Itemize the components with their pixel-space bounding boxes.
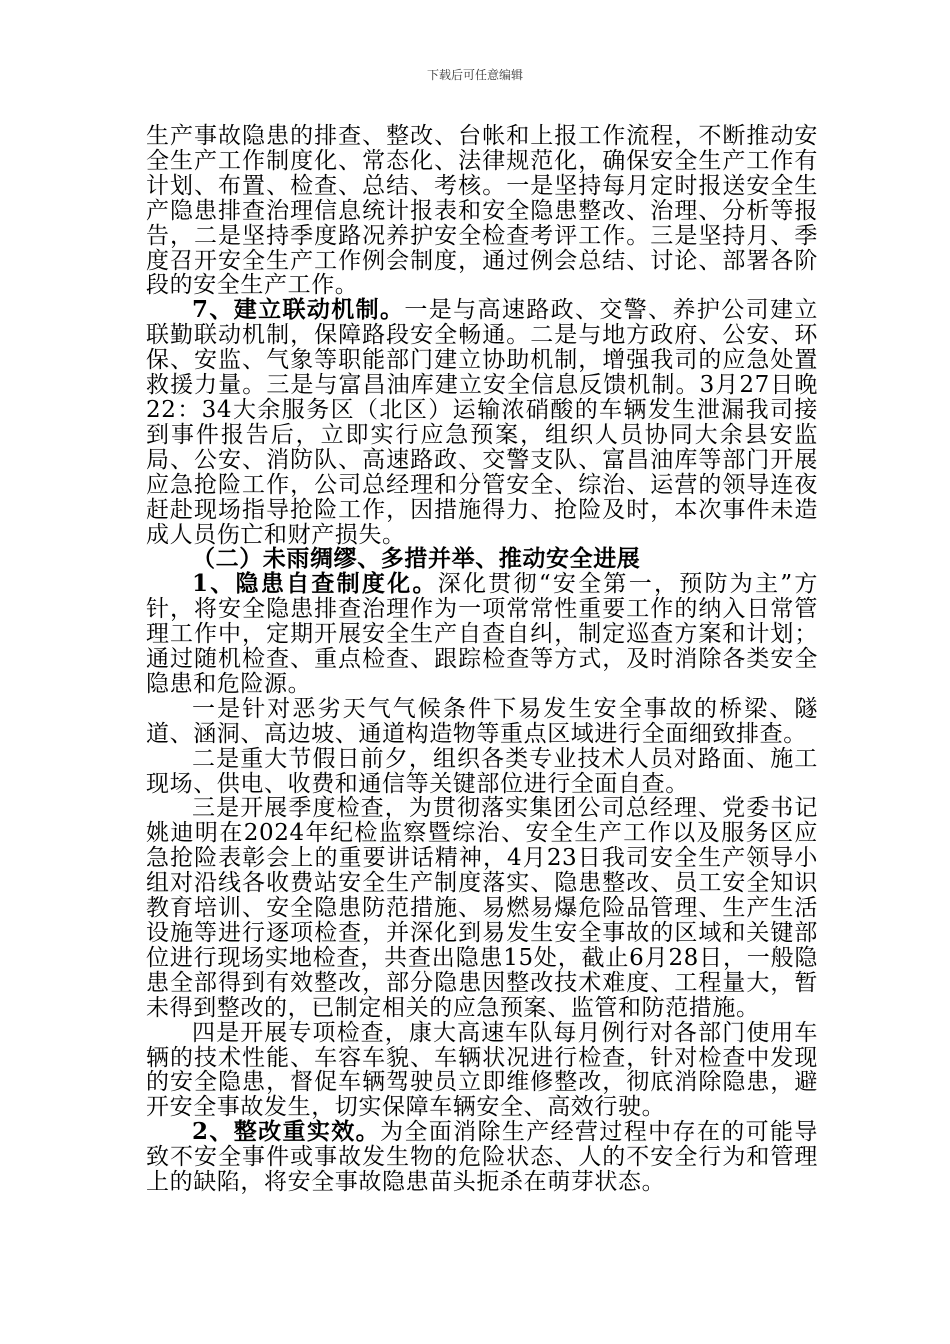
paragraph-self-inspection-text: 深化贯彻“安全第一，预防为主”方针，将安全隐患排查治理作为一项常常性重要工作的纳入日常管理工作中，定期开展安全生产自查自纠，制定巡查方案和计划；通过随机检查、重点检查、跟踪检查等方式，及时消除各类安全隐患和危险源。 (146, 571, 818, 697)
paragraph-rectification-title: 2、整改重实效。 (192, 1118, 381, 1146)
paragraph-quarterly-inspection: 三是开展季度检查，为贯彻落实集团公司总经理、党委书记姚迪明在2024年纪检监察暨综治、安全生产工作以及服务区应急抢险表彰会上的重要讲话精神，4月23日我司安全生产领导小组对沿线各收费站安全生产制度落实、隐患整改、员工安全知识教育培训、安全隐患防范措施、易燃易爆危险品管理、生产生活设施等进行逐项检查，并深化到易发生安全事故的区域和关键部位进行现场实地检查，共查出隐患15处，截止6月28日，一般隐患全部得到有效整改，部分隐患因整改技术难度、工程量大，暂未得到整改的，已制定相关的应急预案、监管和防范措施。 (146, 795, 818, 1021)
paragraph-weather-inspection: 一是针对恶劣天气气候条件下易发生安全事故的桥梁、隧道、涵洞、高边坡、通道构造物等重点区域进行全面细致排查。 (146, 695, 818, 747)
document-body (146, 124, 818, 1195)
paragraph-self-inspection-title: 1、隐患自查制度化。 (192, 570, 438, 598)
paragraph-special-inspection: 四是开展专项检查，康大高速车队每月例行对各部门使用车辆的技术性能、车容车貌、车辆状况进行检查，针对检查中发现的安全隐患，督促车辆驾驶员立即维修整改，彻底消除隐患，避开安全事故发生，切实保障车辆安全、高效行驶。 (146, 1019, 818, 1121)
paragraph-holiday-inspection: 二是重大节假日前夕，组织各类专业技术人员对路面、施工现场、供电、收费和通信等关键部位进行全面自查。 (146, 745, 818, 797)
paragraph-linkage-mechanism-text: 一是与高速路政、交警、养护公司建立联勤联动机制，保障路段安全畅通。二是与地方政府、公安、环保、安监、气象等职能部门建立协助机制，增强我司的应急处置救援力量。三是与富昌油库建立安全信息反馈机制。3月27日晚22：34大余服务区（北区）运输浓硝酸的车辆发生泄漏我司接到事件报告后，立即实行应急预案，组织人员协同大余县安监局、公安、消防队、高速路政、交警支队、富昌油库等部门开展应急抢险工作，公司总经理和分管安全、综治、运营的领导连夜赶赴现场指导抢险工作，因措施得力、抢险及时，本次事件未造成人员伤亡和财产损失。 (146, 297, 819, 548)
paragraph-linkage-mechanism-title: 7、建立联动机制。 (192, 296, 405, 324)
section-heading-2: （二）未雨绸缪、多措并举、推动安全进展 (192, 545, 641, 573)
paragraph-safety-workflow: 生产事故隐患的排查、整改、台帐和上报工作流程，不断推动安全生产工作制度化、常态化、法律规范化，确保安全生产工作有计划、布置、检查、总结、考核。一是坚持每月定时报送安全生产隐患排查治理信息统计报表和安全隐患整改、治理、分析等报告，二是坚持季度路况养护安全检查考评工作。三是坚持月、季度召开安全生产工作例会制度，通过例会总结、讨论、部署各阶段的安全生产工作。 (146, 123, 818, 299)
paragraph-self-inspection (146, 572, 818, 697)
paragraph-rectification (146, 1120, 818, 1195)
page-header-note: 下载后可任意编辑 (426, 68, 523, 82)
paragraph-rectification-text: 为全面消除生产经营过程中存在的可能导致不安全事件或事故发生物的危险状态、人的不安全行为和管理上的缺陷，将安全事故隐患苗头扼杀在萌芽状态。 (146, 1119, 818, 1196)
paragraph-linkage-mechanism (146, 298, 818, 547)
